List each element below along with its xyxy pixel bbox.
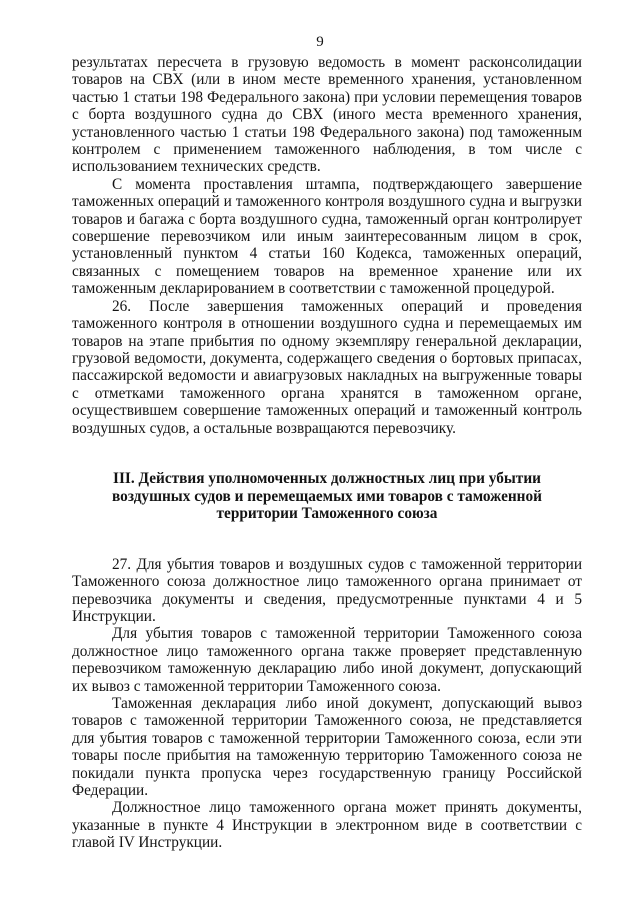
paragraph-item-26: 26. После завершения таможенных операций и проведения таможенного контроля в отношении воздушного судна и перемещаемых им товаров на этапе прибытия по одному экземпляру генеральной декларации, грузовой ведомости, документа, содержащего сведения о бортовых припасах, пассажирской ведомости и авиагрузовых накладных на выгруженные товары с отметками таможенного органа хранятся в таможенном органе, осуществившем совершение таможенных операций и таможенный контроль воздушных судов, а остальные возвращаются перевозчику. (72, 297, 582, 437)
page-number: 9 (316, 34, 324, 50)
paragraph-continuation: результатах пересчета в грузовую ведомость в момент расконсолидации товаров на СВХ (или в ином месте временного хранения, установленном частью 1 статьи 198 Федерального закона) при условии перемещения товаров с борта воздушного судна до СВХ (иного места временного хранения, установленного частью 1 статьи 198 Федерального закона) под таможенным контролем с применением таможенного наблюдения, в том числе с использованием технических средств. (72, 54, 582, 176)
paragraph-declaration-exception: Таможенная декларация либо иной документ, допускающий вывоз товаров с таможенной территории Таможенного союза, не представляется для убытия товаров с таможенной территории Таможенного союза, если эти товары после прибытия на таможенную территорию Таможенного союза не покидали пункта пропуска через государственную границу Российской Федерации. (72, 694, 582, 799)
section-heading-iii: III. Действия уполномоченных должностных лиц при убытии воздушных судов и перемещаемых ими товаров с таможенной территории Таможенного союза (112, 469, 542, 523)
paragraph-item-27: 27. Для убытия товаров и воздушных судов с таможенной территории Таможенного союза должностное лицо таможенного органа принимает от перевозчика документы и сведения, предусмотренные пунктами 4 и 5 Инструкции. (72, 555, 582, 625)
paragraph-stamp-control: С момента проставления штампа, подтверждающего завершение таможенных операций и таможенного контроля воздушного судна и выгрузки товаров и багажа с борта воздушного судна, таможенный орган контролирует совершение перевозчиком или иным заинтересованным лицом в срок, установленный пунктом 4 статьи 160 Кодекса, таможенных операций, связанных с помещением товаров на временное хранение или их таможенным декларированием в соответствии с таможенной процедурой. (72, 175, 582, 298)
paragraph-electronic-documents: Должностное лицо таможенного органа может принять документы, указанные в пункте 4 Инструкции в электронном виде в соответствии с главой IV Инструкции. (72, 799, 582, 852)
paragraph-departure-check: Для убытия товаров с таможенной территории Таможенного союза должностное лицо таможенного органа также проверяет представленную перевозчиком таможенную декларацию либо иной документ, допускающий их вывоз с таможенной территории Таможенного союза. (72, 625, 582, 695)
document-body (72, 54, 582, 852)
